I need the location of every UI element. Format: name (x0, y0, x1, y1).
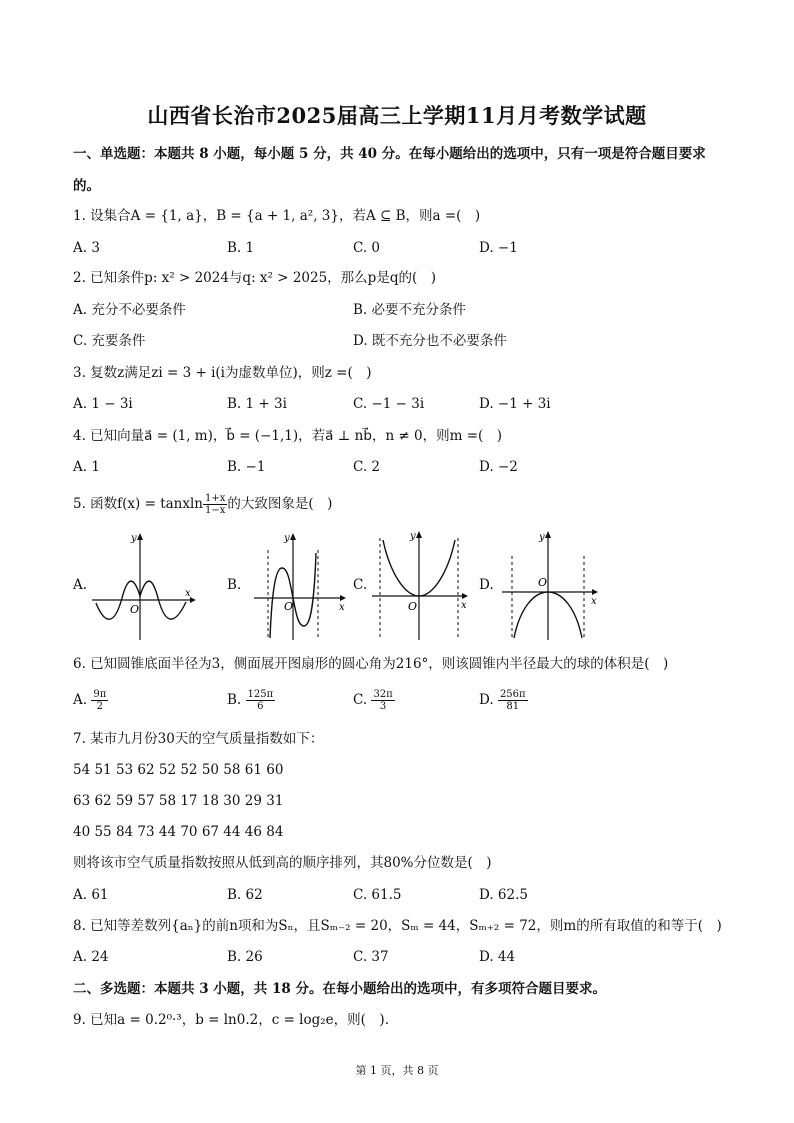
q7-data-row-1: 54 51 53 62 52 52 50 58 61 60 (73, 762, 284, 778)
q1-option-a: A. 3 (73, 240, 100, 256)
q5-graph-b-y-label: y (284, 533, 290, 544)
q2-option-c: C. 充要条件 (73, 333, 146, 349)
q4-option-c: C. 2 (353, 459, 381, 475)
q5-graph-b (250, 528, 348, 643)
q5-stem-pre: 5. 函数f(x) = tanxln (73, 496, 204, 512)
q2-option-d: D. 既不充分也不必要条件 (353, 333, 507, 349)
q6-option-a (73, 689, 108, 712)
section1-heading-cont: 的。 (73, 178, 100, 194)
q5-graph-a-origin: O (130, 603, 140, 616)
q6-option-b (227, 689, 275, 712)
q5-option-a-label: A. (73, 577, 88, 593)
q4-option-b: B. −1 (227, 459, 266, 475)
q3-option-b: B. 1 + 3i (227, 396, 287, 412)
page-title: 山西省长治市2025届高三上学期11月月考数学试题 (147, 103, 647, 128)
q5-option-c-label: C. (353, 577, 368, 593)
section2-heading: 二、多选题：本题共 3 小题，共 18 分。在每小题给出的选项中，有多项符合题目要求。 (73, 981, 606, 997)
q4-stem: 4. 已知向量a⃗ = (1, m)，b⃗ = (−1,1)，若a⃗ ⊥ nb⃗，n ≠ 0，则m =( ) (73, 428, 503, 444)
q6-option-c-num: 32π (373, 689, 393, 700)
q8-option-d: D. 44 (479, 949, 516, 965)
q6-option-d-den: 81 (506, 701, 520, 712)
q6-option-c-frac (371, 689, 394, 712)
q6-option-d-label: D. (479, 692, 494, 708)
q5-graph-c-x-label: x (461, 600, 467, 611)
q7-option-b: B. 62 (227, 887, 263, 903)
q1-option-c: C. 0 (353, 240, 381, 256)
q6-option-a-label: A. (73, 692, 88, 708)
q6-option-c (353, 689, 395, 712)
q5-stem-post: 的大致图象是( ) (227, 496, 333, 512)
q6-option-a-num: 9π (93, 689, 107, 700)
q5-graph-d-origin: O (538, 576, 548, 589)
q6-option-b-num: 125π (247, 689, 274, 700)
q9-stem: 9. 已知a = 0.2⁰·³，b = ln0.2，c = log₂e，则( ). (73, 1012, 389, 1028)
q5-graph-c (370, 528, 470, 643)
q3-option-d: D. −1 + 3i (479, 396, 551, 412)
q5-graph-a (90, 528, 198, 643)
q3-option-a: A. 1 − 3i (73, 396, 133, 412)
q7-option-a: A. 61 (73, 887, 109, 903)
q7-option-c: C. 61.5 (353, 887, 402, 903)
q7-question: 则将该市空气质量指数按照从低到高的顺序排列，其80%分位数是( ) (73, 855, 492, 871)
q7-option-d: D. 62.5 (479, 887, 528, 903)
q7-stem: 7. 某市九月份30天的空气质量指数如下： (73, 731, 324, 747)
q6-option-d (479, 689, 528, 712)
q1-stem: 1. 设集合A = {1, a}，B = {a + 1, a², 3}，若A ⊆ B，则a =( ) (73, 208, 481, 224)
q6-option-d-num: 256π (499, 689, 526, 700)
page-footer: 第 1 页，共 8 页 (355, 1064, 439, 1077)
q5-graph-a-y-label: y (131, 533, 137, 544)
q5-frac-num: 1+x (205, 493, 226, 504)
q6-option-d-frac (498, 689, 528, 712)
q7-data-row-2: 63 62 59 57 58 17 18 30 29 31 (73, 793, 284, 809)
q6-option-b-frac (246, 689, 276, 712)
q5-graph-d (498, 528, 602, 643)
q6-option-b-label: B. (227, 692, 242, 708)
q5-stem (73, 493, 332, 516)
q8-option-c: C. 37 (353, 949, 389, 965)
q8-option-b: B. 26 (227, 949, 263, 965)
q5-graph-b-origin: O (284, 600, 294, 613)
q2-option-a: A. 充分不必要条件 (73, 302, 186, 318)
q5-graph-c-origin: O (408, 600, 418, 613)
q4-option-d: D. −2 (479, 459, 518, 475)
q5-fraction (203, 493, 227, 516)
q5-graph-d-y-label: y (539, 532, 545, 543)
q5-option-b-label: B. (227, 577, 242, 593)
q8-option-a: A. 24 (73, 949, 109, 965)
q6-stem: 6. 已知圆锥底面半径为3，侧面展开图扇形的圆心角为216°，则该圆锥内半径最大的球的体积是( ) (73, 656, 669, 672)
q1-option-d: D. −1 (479, 240, 518, 256)
q5-graph-a-x-label: x (185, 588, 191, 599)
q6-option-b-den: 6 (257, 701, 264, 712)
q4-option-a: A. 1 (73, 459, 100, 475)
q5-graph-c-y-label: y (410, 531, 416, 542)
q5-graph-d-x-label: x (591, 596, 597, 607)
q1-option-b: B. 1 (227, 240, 255, 256)
q7-data-row-3: 40 55 84 73 44 70 67 44 46 84 (73, 824, 284, 840)
q2-option-b: B. 必要不充分条件 (353, 302, 467, 318)
q3-stem: 3. 复数z满足zi = 3 + i(i为虚数单位)，则z =( ) (73, 365, 372, 381)
q2-stem: 2. 已知条件p: x² > 2024与q: x² > 2025，那么p是q的( ) (73, 270, 437, 286)
q3-option-c: C. −1 − 3i (353, 396, 425, 412)
q5-option-d-label: D. (479, 577, 494, 593)
q5-frac-den: 1−x (205, 505, 226, 516)
q6-option-a-frac (91, 689, 108, 712)
q8-stem: 8. 已知等差数列{aₙ}的前n项和为Sₙ，且Sₘ₋₂ = 20，Sₘ = 44，Sₘ₊₂ = 72，则m的所有取值的和等于( ) (73, 918, 722, 934)
q6-option-c-label: C. (353, 692, 368, 708)
q5-graph-b-x-label: x (339, 602, 345, 613)
q6-option-c-den: 3 (379, 701, 387, 712)
q6-option-a-den: 2 (96, 701, 103, 712)
section1-heading: 一、单选题：本题共 8 小题，每小题 5 分，共 40 分。在每小题给出的选项中，只有一项是符合题目要求 (73, 146, 706, 162)
